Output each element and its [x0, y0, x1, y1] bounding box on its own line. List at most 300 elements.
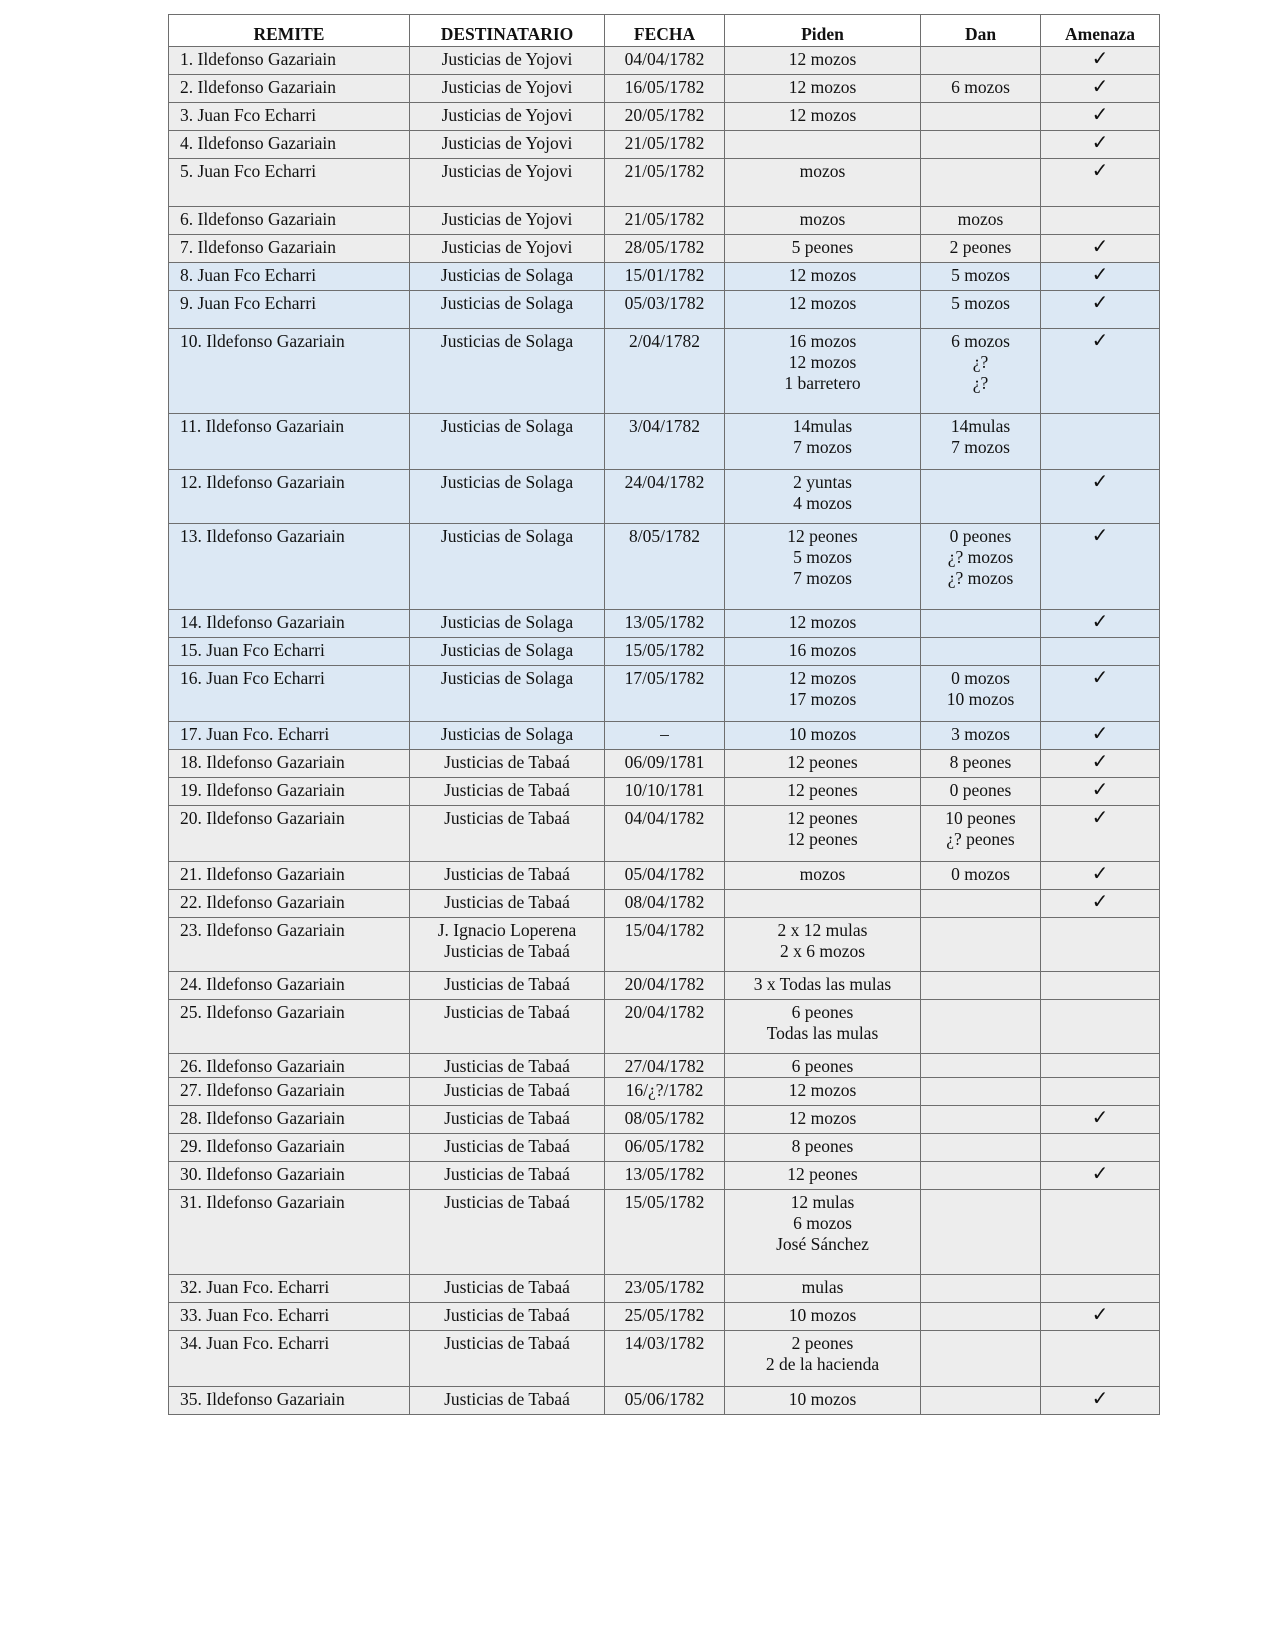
fecha-text: 15/05/1782: [624, 640, 705, 660]
piden-line: 5 peones: [791, 237, 854, 257]
fecha-cell: [605, 806, 725, 862]
piden-line: José Sánchez: [776, 1234, 869, 1254]
piden-cell: [725, 1054, 921, 1078]
piden-cell: [725, 1303, 921, 1331]
fecha-text: 20/05/1782: [624, 105, 705, 125]
dan-cell: [921, 890, 1041, 918]
fecha-text: 8/05/1782: [629, 526, 700, 546]
destinatario-cell: [410, 103, 605, 131]
check-icon: ✓: [1091, 330, 1109, 352]
amenaza-cell: [1041, 524, 1160, 610]
amenaza-cell: [1041, 862, 1160, 890]
header-fecha: FECHA: [605, 15, 725, 47]
amenaza-cell: [1041, 47, 1160, 75]
fecha-text: 27/04/1782: [624, 1056, 705, 1076]
remite-text: 2. Ildefonso Gazariain: [180, 77, 336, 97]
dan-cell: [921, 610, 1041, 638]
dan-cell: [921, 806, 1041, 862]
piden-cell: [725, 207, 921, 235]
fecha-text: 25/05/1782: [624, 1305, 705, 1325]
check-icon: ✓: [1091, 1388, 1109, 1410]
table-row: [169, 610, 1160, 638]
dan-cell: [921, 972, 1041, 1000]
remite-cell: [169, 1331, 410, 1387]
table-row: [169, 103, 1160, 131]
header-piden: Piden: [725, 15, 921, 47]
remite-text: 12. Ildefonso Gazariain: [180, 472, 345, 492]
remite-cell: [169, 1162, 410, 1190]
table-row: [169, 862, 1160, 890]
check-icon: ✓: [1091, 611, 1109, 633]
check-icon: ✓: [1091, 1304, 1109, 1326]
piden-line: 2 yuntas: [793, 472, 852, 492]
piden-cell: [725, 638, 921, 666]
fecha-text: 21/05/1782: [624, 133, 705, 153]
check-icon: ✓: [1091, 264, 1109, 286]
table-row: [169, 1054, 1160, 1078]
destinatario-cell: [410, 666, 605, 722]
fecha-text: 17/05/1782: [624, 668, 705, 688]
destinatario-line: Justicias de Solaga: [440, 416, 574, 436]
fecha-cell: [605, 470, 725, 524]
check-icon: ✓: [1091, 236, 1109, 258]
dan-cell: [921, 470, 1041, 524]
fecha-cell: [605, 131, 725, 159]
table-row: [169, 47, 1160, 75]
dan-cell: [921, 235, 1041, 263]
destinatario-cell: [410, 524, 605, 610]
piden-cell: [725, 806, 921, 862]
fecha-cell: [605, 918, 725, 972]
table-row: [169, 1331, 1160, 1387]
destinatario-cell: [410, 47, 605, 75]
dan-cell: [921, 524, 1041, 610]
piden-line: 12 peones: [787, 808, 858, 828]
piden-line: 3 x Todas las mulas: [753, 974, 892, 994]
table-row: [169, 159, 1160, 207]
remite-text: 35. Ildefonso Gazariain: [180, 1389, 345, 1409]
dan-cell: [921, 1275, 1041, 1303]
remite-cell: [169, 47, 410, 75]
amenaza-cell: [1041, 207, 1160, 235]
remite-cell: [169, 1303, 410, 1331]
header-row: [169, 15, 1160, 47]
remite-text: 29. Ildefonso Gazariain: [180, 1136, 345, 1156]
dan-line: ¿? peones: [946, 829, 1015, 849]
piden-cell: [725, 291, 921, 329]
remite-cell: [169, 666, 410, 722]
remite-text: 5. Juan Fco Echarri: [180, 161, 317, 181]
fecha-cell: [605, 722, 725, 750]
destinatario-line: Justicias de Tabaá: [444, 1002, 570, 1022]
destinatario-line: Justicias de Tabaá: [444, 864, 570, 884]
dan-cell: [921, 1303, 1041, 1331]
remite-text: 3. Juan Fco Echarri: [180, 105, 317, 125]
fecha-cell: [605, 1303, 725, 1331]
dan-line: 14mulas: [950, 416, 1011, 436]
destinatario-line: Justicias de Solaga: [440, 265, 574, 285]
amenaza-cell: [1041, 1162, 1160, 1190]
piden-line: mozos: [799, 161, 846, 181]
fecha-cell: [605, 1106, 725, 1134]
table-row: [169, 524, 1160, 610]
piden-line: 12 mozos: [788, 352, 857, 372]
table-row: [169, 131, 1160, 159]
remite-text: 25. Ildefonso Gazariain: [180, 1002, 345, 1022]
fecha-text: 06/09/1781: [624, 752, 705, 772]
remite-text: 10. Ildefonso Gazariain: [180, 331, 345, 351]
remite-cell: [169, 890, 410, 918]
piden-line: mozos: [799, 209, 846, 229]
dan-cell: [921, 1000, 1041, 1054]
dan-cell: [921, 1162, 1041, 1190]
destinatario-cell: [410, 862, 605, 890]
destinatario-line: Justicias de Tabaá: [444, 808, 570, 828]
table-row: [169, 1134, 1160, 1162]
piden-cell: [725, 329, 921, 414]
check-icon: ✓: [1091, 667, 1109, 689]
fecha-text: 05/04/1782: [624, 864, 705, 884]
fecha-cell: [605, 1078, 725, 1106]
destinatario-cell: [410, 890, 605, 918]
dan-cell: [921, 131, 1041, 159]
fecha-text: 24/04/1782: [624, 472, 705, 492]
destinatario-cell: [410, 1331, 605, 1387]
fecha-cell: [605, 207, 725, 235]
destinatario-cell: [410, 638, 605, 666]
destinatario-line: Justicias de Tabaá: [444, 1080, 570, 1100]
remite-text: 31. Ildefonso Gazariain: [180, 1192, 345, 1212]
fecha-cell: [605, 1000, 725, 1054]
dan-line: 0 peones: [949, 526, 1012, 546]
remite-cell: [169, 1190, 410, 1275]
piden-cell: [725, 722, 921, 750]
amenaza-cell: [1041, 131, 1160, 159]
remite-text: 15. Juan Fco Echarri: [180, 640, 325, 660]
fecha-cell: [605, 291, 725, 329]
amenaza-cell: [1041, 235, 1160, 263]
destinatario-line: Justicias de Solaga: [440, 293, 574, 313]
remite-cell: [169, 524, 410, 610]
remite-text: 16. Juan Fco Echarri: [180, 668, 325, 688]
piden-line: 10 mozos: [788, 724, 857, 744]
dan-line: 3 mozos: [951, 724, 1010, 744]
dan-line: 6 mozos: [951, 77, 1010, 97]
requests-table: [168, 14, 1160, 1415]
piden-line: 7 mozos: [793, 437, 852, 457]
fecha-text: 10/10/1781: [624, 780, 705, 800]
table-row: [169, 414, 1160, 470]
piden-line: 12 mozos: [788, 1108, 857, 1128]
piden-line: 5 mozos: [793, 547, 852, 567]
piden-cell: [725, 918, 921, 972]
destinatario-cell: [410, 750, 605, 778]
fecha-cell: [605, 1134, 725, 1162]
destinatario-cell: [410, 1190, 605, 1275]
piden-line: 10 mozos: [788, 1389, 857, 1409]
piden-line: mozos: [799, 864, 846, 884]
amenaza-cell: [1041, 1331, 1160, 1387]
destinatario-cell: [410, 207, 605, 235]
check-icon: ✓: [1091, 132, 1109, 154]
amenaza-cell: [1041, 806, 1160, 862]
destinatario-line: Justicias de Yojovi: [441, 49, 573, 69]
remite-text: 28. Ildefonso Gazariain: [180, 1108, 345, 1128]
remite-cell: [169, 1134, 410, 1162]
piden-line: 12 mozos: [788, 77, 857, 97]
piden-cell: [725, 666, 921, 722]
piden-line: 2 x 6 mozos: [779, 941, 866, 961]
piden-cell: [725, 524, 921, 610]
check-icon: ✓: [1091, 471, 1109, 493]
piden-cell: [725, 778, 921, 806]
piden-line: 1 barretero: [784, 373, 861, 393]
remite-cell: [169, 207, 410, 235]
destinatario-cell: [410, 1106, 605, 1134]
destinatario-cell: [410, 235, 605, 263]
destinatario-cell: [410, 610, 605, 638]
remite-text: 9. Juan Fco Echarri: [180, 293, 317, 313]
check-icon: ✓: [1091, 723, 1109, 745]
check-icon: ✓: [1091, 1107, 1109, 1129]
check-icon: ✓: [1091, 292, 1109, 314]
dan-cell: [921, 722, 1041, 750]
piden-line: 4 mozos: [793, 493, 852, 513]
remite-cell: [169, 1275, 410, 1303]
piden-line: 6 peones: [791, 1056, 854, 1076]
table-row: [169, 1303, 1160, 1331]
amenaza-cell: [1041, 918, 1160, 972]
remite-cell: [169, 806, 410, 862]
fecha-text: 16/05/1782: [624, 77, 705, 97]
table-row: [169, 750, 1160, 778]
piden-cell: [725, 862, 921, 890]
destinatario-line: Justicias de Solaga: [440, 668, 574, 688]
dan-cell: [921, 778, 1041, 806]
piden-line: 6 mozos: [793, 1213, 852, 1233]
table-row: [169, 638, 1160, 666]
header-amenaza: Amenaza: [1041, 15, 1160, 47]
remite-cell: [169, 750, 410, 778]
table-row: [169, 1190, 1160, 1275]
amenaza-cell: [1041, 1134, 1160, 1162]
piden-line: 12 mozos: [788, 49, 857, 69]
piden-line: 12 mozos: [788, 1080, 857, 1100]
remite-text: 18. Ildefonso Gazariain: [180, 752, 345, 772]
dan-line: ¿?: [972, 373, 989, 393]
table-row: [169, 722, 1160, 750]
fecha-cell: [605, 414, 725, 470]
remite-cell: [169, 291, 410, 329]
remite-cell: [169, 414, 410, 470]
dan-line: 2 peones: [949, 237, 1012, 257]
remite-cell: [169, 329, 410, 414]
piden-line: 17 mozos: [788, 689, 857, 709]
destinatario-line: Justicias de Tabaá: [444, 1136, 570, 1156]
destinatario-cell: [410, 1054, 605, 1078]
dan-line: 5 mozos: [951, 293, 1010, 313]
remite-cell: [169, 1078, 410, 1106]
header-dan: Dan: [921, 15, 1041, 47]
amenaza-cell: [1041, 890, 1160, 918]
amenaza-cell: [1041, 1303, 1160, 1331]
fecha-text: 15/04/1782: [624, 920, 705, 940]
check-icon: ✓: [1091, 104, 1109, 126]
header-remite: REMITE: [169, 15, 410, 47]
check-icon: ✓: [1091, 1163, 1109, 1185]
destinatario-line: Justicias de Yojovi: [441, 161, 573, 181]
piden-cell: [725, 263, 921, 291]
dan-cell: [921, 1054, 1041, 1078]
fecha-text: 15/01/1782: [624, 265, 705, 285]
piden-line: 12 mozos: [788, 612, 857, 632]
amenaza-cell: [1041, 470, 1160, 524]
fecha-text: –: [660, 724, 669, 744]
piden-cell: [725, 1387, 921, 1415]
remite-cell: [169, 131, 410, 159]
amenaza-cell: [1041, 103, 1160, 131]
amenaza-cell: [1041, 666, 1160, 722]
piden-cell: [725, 1134, 921, 1162]
destinatario-cell: [410, 1387, 605, 1415]
remite-text: 11. Ildefonso Gazariain: [180, 416, 345, 436]
destinatario-cell: [410, 159, 605, 207]
piden-cell: [725, 1331, 921, 1387]
fecha-cell: [605, 972, 725, 1000]
remite-text: 24. Ildefonso Gazariain: [180, 974, 345, 994]
destinatario-line: Justicias de Solaga: [440, 331, 574, 351]
fecha-text: 08/04/1782: [624, 892, 705, 912]
remite-cell: [169, 1000, 410, 1054]
check-icon: ✓: [1091, 160, 1109, 182]
destinatario-line: Justicias de Tabaá: [444, 941, 570, 961]
dan-line: 0 peones: [949, 780, 1012, 800]
remite-cell: [169, 638, 410, 666]
piden-cell: [725, 750, 921, 778]
dan-cell: [921, 1106, 1041, 1134]
piden-cell: [725, 890, 921, 918]
amenaza-cell: [1041, 722, 1160, 750]
table-row: [169, 806, 1160, 862]
table-row: [169, 263, 1160, 291]
fecha-cell: [605, 235, 725, 263]
piden-line: 12 mozos: [788, 265, 857, 285]
piden-cell: [725, 1078, 921, 1106]
remite-text: 13. Ildefonso Gazariain: [180, 526, 345, 546]
table-row: [169, 1078, 1160, 1106]
destinatario-cell: [410, 1134, 605, 1162]
destinatario-cell: [410, 470, 605, 524]
table-row: [169, 1000, 1160, 1054]
piden-cell: [725, 414, 921, 470]
remite-text: 6. Ildefonso Gazariain: [180, 209, 336, 229]
table-row: [169, 918, 1160, 972]
dan-line: ¿?: [972, 352, 989, 372]
dan-cell: [921, 329, 1041, 414]
fecha-text: 08/05/1782: [624, 1108, 705, 1128]
remite-text: 4. Ildefonso Gazariain: [180, 133, 336, 153]
table-row: [169, 1106, 1160, 1134]
fecha-text: 20/04/1782: [624, 974, 705, 994]
destinatario-cell: [410, 75, 605, 103]
check-icon: ✓: [1091, 76, 1109, 98]
amenaza-cell: [1041, 75, 1160, 103]
dan-cell: [921, 159, 1041, 207]
piden-line: Todas las mulas: [766, 1023, 879, 1043]
dan-cell: [921, 1190, 1041, 1275]
destinatario-line: Justicias de Tabaá: [444, 892, 570, 912]
table-row: [169, 470, 1160, 524]
fecha-cell: [605, 75, 725, 103]
remite-cell: [169, 1054, 410, 1078]
destinatario-cell: [410, 806, 605, 862]
destinatario-line: Justicias de Solaga: [440, 612, 574, 632]
piden-line: 12 peones: [787, 780, 858, 800]
destinatario-cell: [410, 131, 605, 159]
remite-text: 30. Ildefonso Gazariain: [180, 1164, 345, 1184]
remite-text: 26. Ildefonso Gazariain: [180, 1056, 345, 1076]
remite-cell: [169, 862, 410, 890]
destinatario-cell: [410, 918, 605, 972]
piden-line: 12 peones: [787, 752, 858, 772]
dan-line: 0 mozos: [951, 668, 1010, 688]
fecha-cell: [605, 778, 725, 806]
piden-line: 6 peones: [791, 1002, 854, 1022]
fecha-cell: [605, 1331, 725, 1387]
destinatario-line: Justicias de Tabaá: [444, 1277, 570, 1297]
remite-cell: [169, 722, 410, 750]
fecha-cell: [605, 159, 725, 207]
piden-line: 12 mozos: [788, 105, 857, 125]
piden-cell: [725, 1162, 921, 1190]
fecha-text: 04/04/1782: [624, 808, 705, 828]
destinatario-cell: [410, 1162, 605, 1190]
remite-cell: [169, 103, 410, 131]
remite-text: 20. Ildefonso Gazariain: [180, 808, 345, 828]
destinatario-line: Justicias de Tabaá: [444, 1164, 570, 1184]
dan-line: ¿? mozos: [947, 547, 1014, 567]
table-body: [169, 47, 1160, 1415]
check-icon: ✓: [1091, 751, 1109, 773]
dan-line: 7 mozos: [951, 437, 1010, 457]
table-row: [169, 235, 1160, 263]
fecha-text: 2/04/1782: [629, 331, 700, 351]
piden-line: 16 mozos: [788, 331, 857, 351]
destinatario-line: Justicias de Solaga: [440, 526, 574, 546]
dan-line: mozos: [957, 209, 1004, 229]
fecha-cell: [605, 263, 725, 291]
remite-cell: [169, 972, 410, 1000]
fecha-cell: [605, 1190, 725, 1275]
remite-text: 23. Ildefonso Gazariain: [180, 920, 345, 940]
remite-text: 14. Ildefonso Gazariain: [180, 612, 345, 632]
fecha-text: 15/05/1782: [624, 1192, 705, 1212]
amenaza-cell: [1041, 263, 1160, 291]
piden-line: 2 peones: [791, 1333, 854, 1353]
fecha-text: 05/03/1782: [624, 293, 705, 313]
amenaza-cell: [1041, 610, 1160, 638]
table-row: [169, 1387, 1160, 1415]
piden-cell: [725, 1275, 921, 1303]
remite-cell: [169, 918, 410, 972]
piden-line: 12 peones: [787, 829, 858, 849]
remite-cell: [169, 263, 410, 291]
fecha-text: 05/06/1782: [624, 1389, 705, 1409]
dan-cell: [921, 75, 1041, 103]
piden-cell: [725, 159, 921, 207]
destinatario-cell: [410, 263, 605, 291]
destinatario-line: Justicias de Yojovi: [441, 105, 573, 125]
